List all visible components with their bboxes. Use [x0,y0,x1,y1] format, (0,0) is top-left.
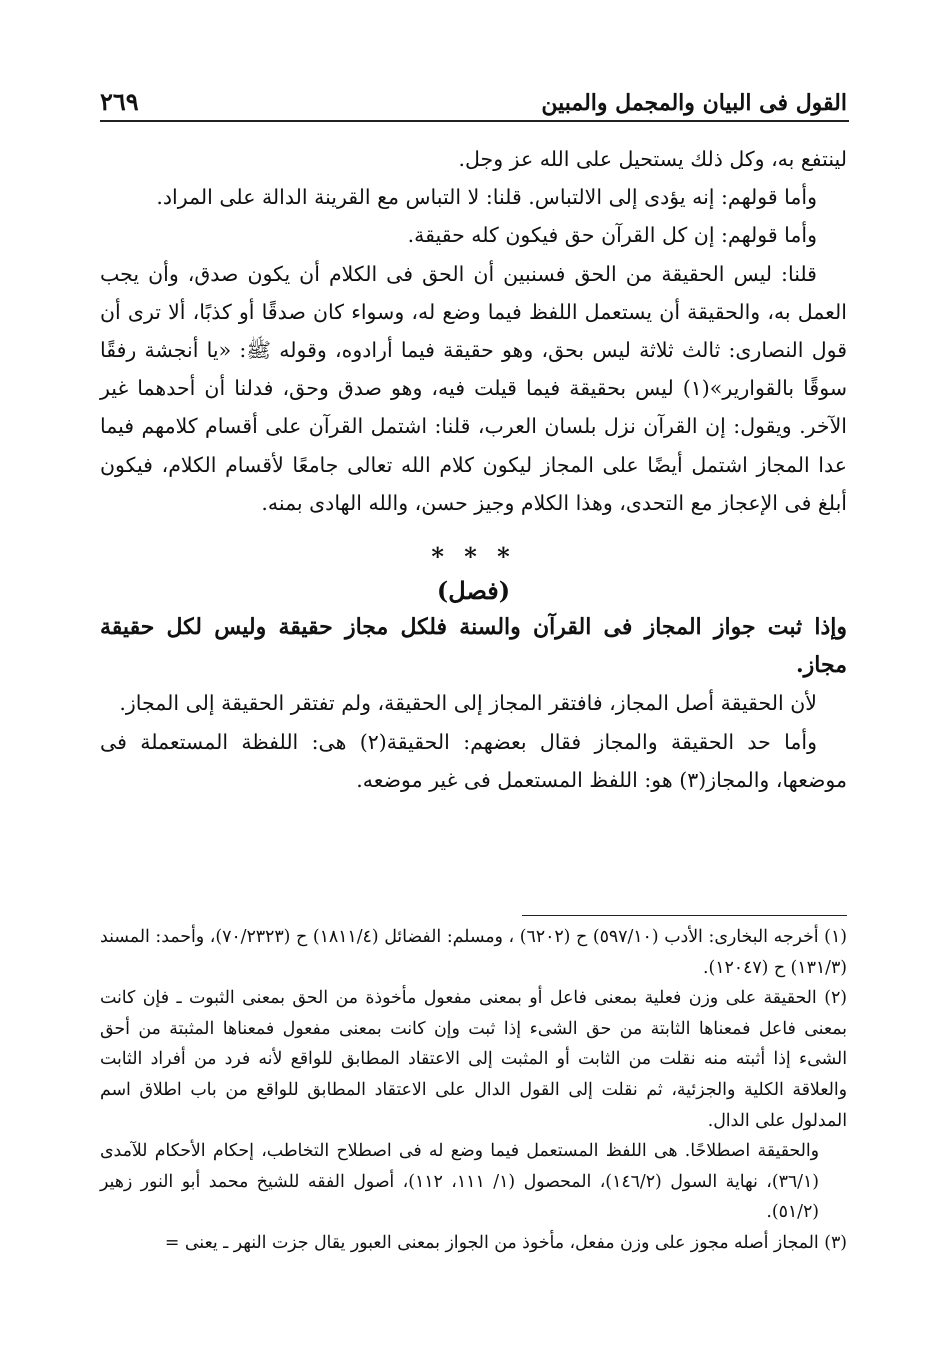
footnote-2-continued: والحقيقة اصطلاحًا. هى اللفظ المستعمل فيما وضع له فى اصطلاح التخاطب، إحكام الأحكام للآمدى (٣٦/١)، نهاية السول (١٤٦/٢)، المحصول (١/ ١١١، ١١٢)، أصول الفقه للشيخ محمد أبو النور زهير (٥١/٢). [100,1141,820,1223]
lead-statement: وإذا ثبت جواز المجاز فى القرآن والسنة فلكل مجاز حقيقة وليس لكل حقيقة مجاز. [100,614,847,679]
footnote-1: (١) أخرجه البخارى: الأدب (٥٩٧/١٠) ح (٦٢٠٢) ، ومسلم: الفضائل (١٨١١/٤) ح (٧٠/٢٣٢٣)، وأحمد: المسند (١٣١/٣) ح (١٢٠٤٧). [100,927,847,978]
header-rule [100,120,849,122]
running-header [100,80,847,116]
footnotes [100,922,847,1259]
footnote-rule [522,915,847,916]
section-heading: (فصل) [436,576,511,606]
footnote-2: (٢) الحقيقة على وزن فعلية بمعنى فاعل أو بمعنى مفعول مأخوذة من الحق بمعنى الثبوت ـ فإن كانت بمعنى فاعل فمعناها الثابتة من حق الشىء إذا ثبت وإن كانت بمعنى مفعول فمعناها المثبتة من أحق الشىء إذا أثبته منه نقلت من الثابت أو المثبت إلى الاعتقاد المطابق للواقع لأنه فرد من أفراد الثابت والعلاقة الكلية والجزئية، ثم نقلت إلى القول الدال على الاعتقاد المطابق للواقع من باب اطلاق اسم المدلول على الدال. [100,988,847,1131]
paragraph: وأما حد الحقيقة والمجاز فقال بعضهم: الحقيقة(٢) هى: اللفظة المستعملة فى موضعها، والمجاز(٣) هو: اللفظ المستعمل فى غير موضعه. [100,729,847,792]
chapter-title: القول فى البيان والمجمل والمبين [541,90,847,116]
footnote-3: (٣) المجاز أصله مجوز على وزن مفعل، مأخوذ من الجواز بمعنى العبور يقال جزت النهر ـ يعنى = [164,1232,847,1253]
paragraph: وأما قولهم: إنه يؤدى إلى الالتباس. قلنا: لا التباس مع القرينة الدالة على المراد. [156,185,817,210]
paragraph: قلنا: ليس الحقيقة من الحق فسنبين أن الحق فى الكلام أن يكون صدق، وأن يجب العمل به، والحقيقة أن يستعمل اللفظ فيما وضع له، وسواء كان صدقًا أو كذبًا، ألا ترى أن قول النصارى: ثالث ثلاثة ليس بحق، وهو حقيقة فيما أرادوه، وقوله ﷺ: «يا أنجشة رفقًا سوقًا بالقوارير»(١) ليس بحقيقة فيما قيلت فيه، وهو صدق وحق، فدلنا أن أحدهما غير الآخر. ويقول: إن القرآن نزل بلسان العرب، قلنا: اشتمل القرآن على أقسام كلامهم فيما عدا المجاز اشتمل أيضًا على المجاز ليكون كلام الله تعالى جامعًا لأقسام الكلام، فيكون أبلغ فى الإعجاز مع التحدى، وهذا الكلام وجيز حسن، والله الهادى بمنه. [100,261,847,515]
section-divider: * * * [431,542,516,572]
main-text [100,140,847,799]
paragraph: لأن الحقيقة أصل المجاز، فافتقر المجاز إلى الحقيقة، ولم تفتقر الحقيقة إلى المجاز. [119,691,817,716]
page-number: ٢٦٩ [100,87,139,116]
paragraph: لينتفع به، وكل ذلك يستحيل على الله عز وجل. [458,147,847,171]
paragraph: وأما قولهم: إن كل القرآن حق فيكون كله حقيقة. [407,223,817,248]
